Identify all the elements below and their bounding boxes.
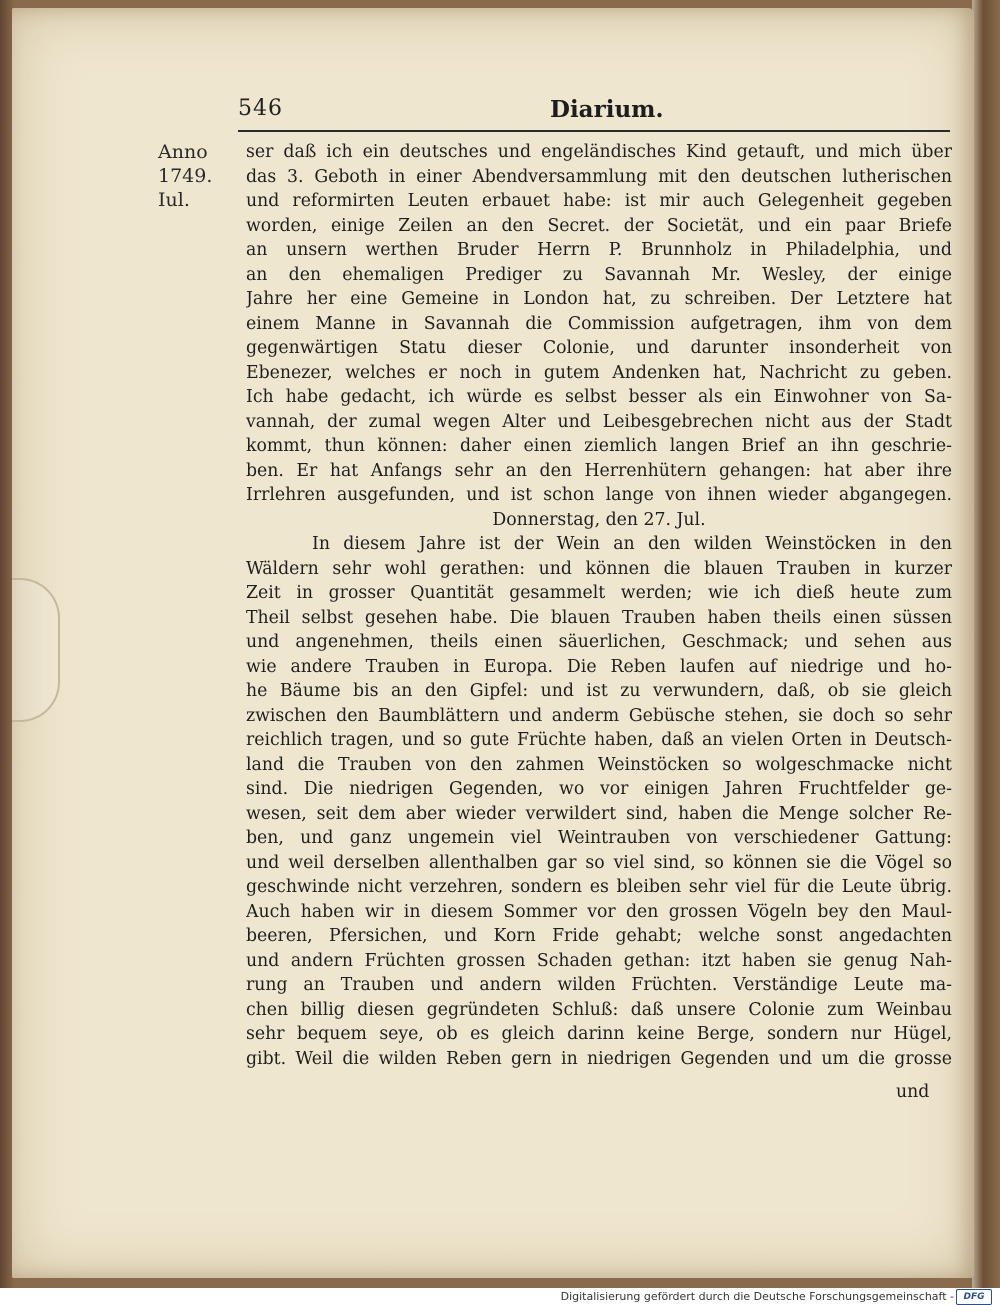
funding-credit: Digitalisierung gefördert durch die Deutsche Forschungsgemeinschaft - [560,1290,954,1303]
text-line: wesen, seit dem aber wieder verwildert sind, haben die Menge solcher Re- [246,803,952,824]
text-line: zwischen den Baumblättern und anderm Gebüsche stehen, sie doch so sehr [246,705,952,726]
text-line: geschwinde nicht verzehren, sondern es bleiben sehr viel für die Leute übrig. [246,877,952,897]
margin-note [158,140,238,212]
text-line: ben. Er hat Anfangs sehr an den Herrenhütern gehangen: hat aber ihre [246,460,952,481]
header-rule [238,130,950,132]
text-line: kommt, thun können: daher einen ziemlich langen Brief an ihn geschrie- [246,436,952,456]
text-line: Ich habe gedacht, ich würde es selbst besser als ein Einwohner von Sa- [246,387,952,407]
text-line: land die Trauben von den zahmen Weinstöcken so wolgeschmacke nicht [246,754,952,775]
text-line: Zeit in grosser Quantität gesammelt werden; wie ich dieß heute zum [246,583,952,603]
footer-bar [0,1288,1000,1305]
dfg-logo-icon: DFG [956,1289,992,1305]
text-line: einem Manne in Savannah die Commission aufgetragen, ihm von dem [246,313,952,334]
text-line: ben, und ganz ungemein viel Weintrauben von verschiedener Gattung: [246,828,952,848]
date-heading: Donnerstag, den 27. Jul. [492,509,706,530]
text-line: Theil selbst gesehen habe. Die blauen Trauben haben theils einen süssen [246,607,952,628]
body-text [246,140,952,1071]
text-line: gibt. Weil die wilden Reben gern in niedrigen Gegenden und um die grosse [246,1048,952,1069]
text-line: chen billig diesen gegründeten Schluß: daß unsere Colonie zum Weinbau [246,999,952,1020]
page-number: 546 [238,96,283,121]
text-line: an den ehemaligen Prediger zu Savannah Mr. Wesley, der einige [246,264,952,285]
text-line: das 3. Geboth in einer Abendversammlung mit den deutschen lutherischen [246,166,952,187]
text-line: Jahre her eine Gemeine in London hat, zu schreiben. Der Letztere hat [246,289,952,309]
text-line: Wäldern sehr wohl gerathen: und können die blauen Trauben in kurzer [246,558,952,579]
catchword: und [896,1082,930,1102]
text-line: und weil derselben allenthalben gar so viel sind, so können sie die Vögel so [246,852,952,873]
margin-note-line: Anno [158,141,208,163]
text-line: Auch haben wir in diesem Sommer vor den grossen Vögeln bey den Maul- [246,901,952,922]
text-line: he Bäume bis an den Gipfel: und ist zu verwundern, daß, ob sie gleich [246,681,952,701]
text-line: Irrlehren ausgefunden, und ist schon lange von ihnen wieder abgangegen. [246,485,952,505]
text-line: Ebenezer, welches er noch in gutem Andenken hat, Nachricht zu geben. [246,362,952,383]
running-title: Diarium. [550,96,664,123]
text-line: In diesem Jahre ist der Wein an den wilden Weinstöcken in den [312,534,952,554]
text-line: und angenehmen, theils einen säuerlichen, Geschmack; und sehen aus [246,632,952,652]
margin-note-line: Iul. [158,189,190,211]
book-cover-right-edge [972,0,1000,1288]
text-line: und reformirten Leuten erbauet habe: ist mir auch Gelegenheit gegeben [246,191,952,211]
text-line: und andern Früchten grossen Schaden gethan: itzt haben sie genug Nah- [246,950,952,971]
text-line: reichlich tragen, und so gute Früchte haben, daß an vielen Orten in Deutsch- [246,730,952,750]
text-line: worden, einige Zeilen an den Secret. der Societät, und ein paar Briefe [246,215,952,236]
text-line: ser daß ich ein deutsches und engeländisches Kind getauft, und mich über [246,142,952,162]
page-tab-marker [12,578,60,722]
running-head [238,96,950,132]
text-line: sehr bequem seye, ob es gleich darinn keine Berge, sondern nur Hügel, [246,1024,952,1044]
text-line: vannah, der zumal wegen Alter und Leibesgebrechen nicht aus der Stadt [246,411,952,432]
text-line: beeren, Pfersichen, und Korn Fride gehabt; welche sonst angedachten [246,926,952,946]
text-line: sind. Die niedrigen Gegenden, wo vor einigen Jahren Fruchtfelder ge- [246,779,952,799]
margin-note-line: 1749. [158,165,213,187]
text-line: wie andere Trauben in Europa. Die Reben laufen auf niedrige und ho- [246,656,952,677]
text-line: an unsern werthen Bruder Herrn P. Brunnholz in Philadelphia, und [246,240,952,260]
text-line: gegenwärtigen Statu dieser Colonie, und darunter insonderheit von [246,338,952,358]
text-line: rung an Trauben und andern wilden Früchten. Verständige Leute ma- [246,975,952,995]
